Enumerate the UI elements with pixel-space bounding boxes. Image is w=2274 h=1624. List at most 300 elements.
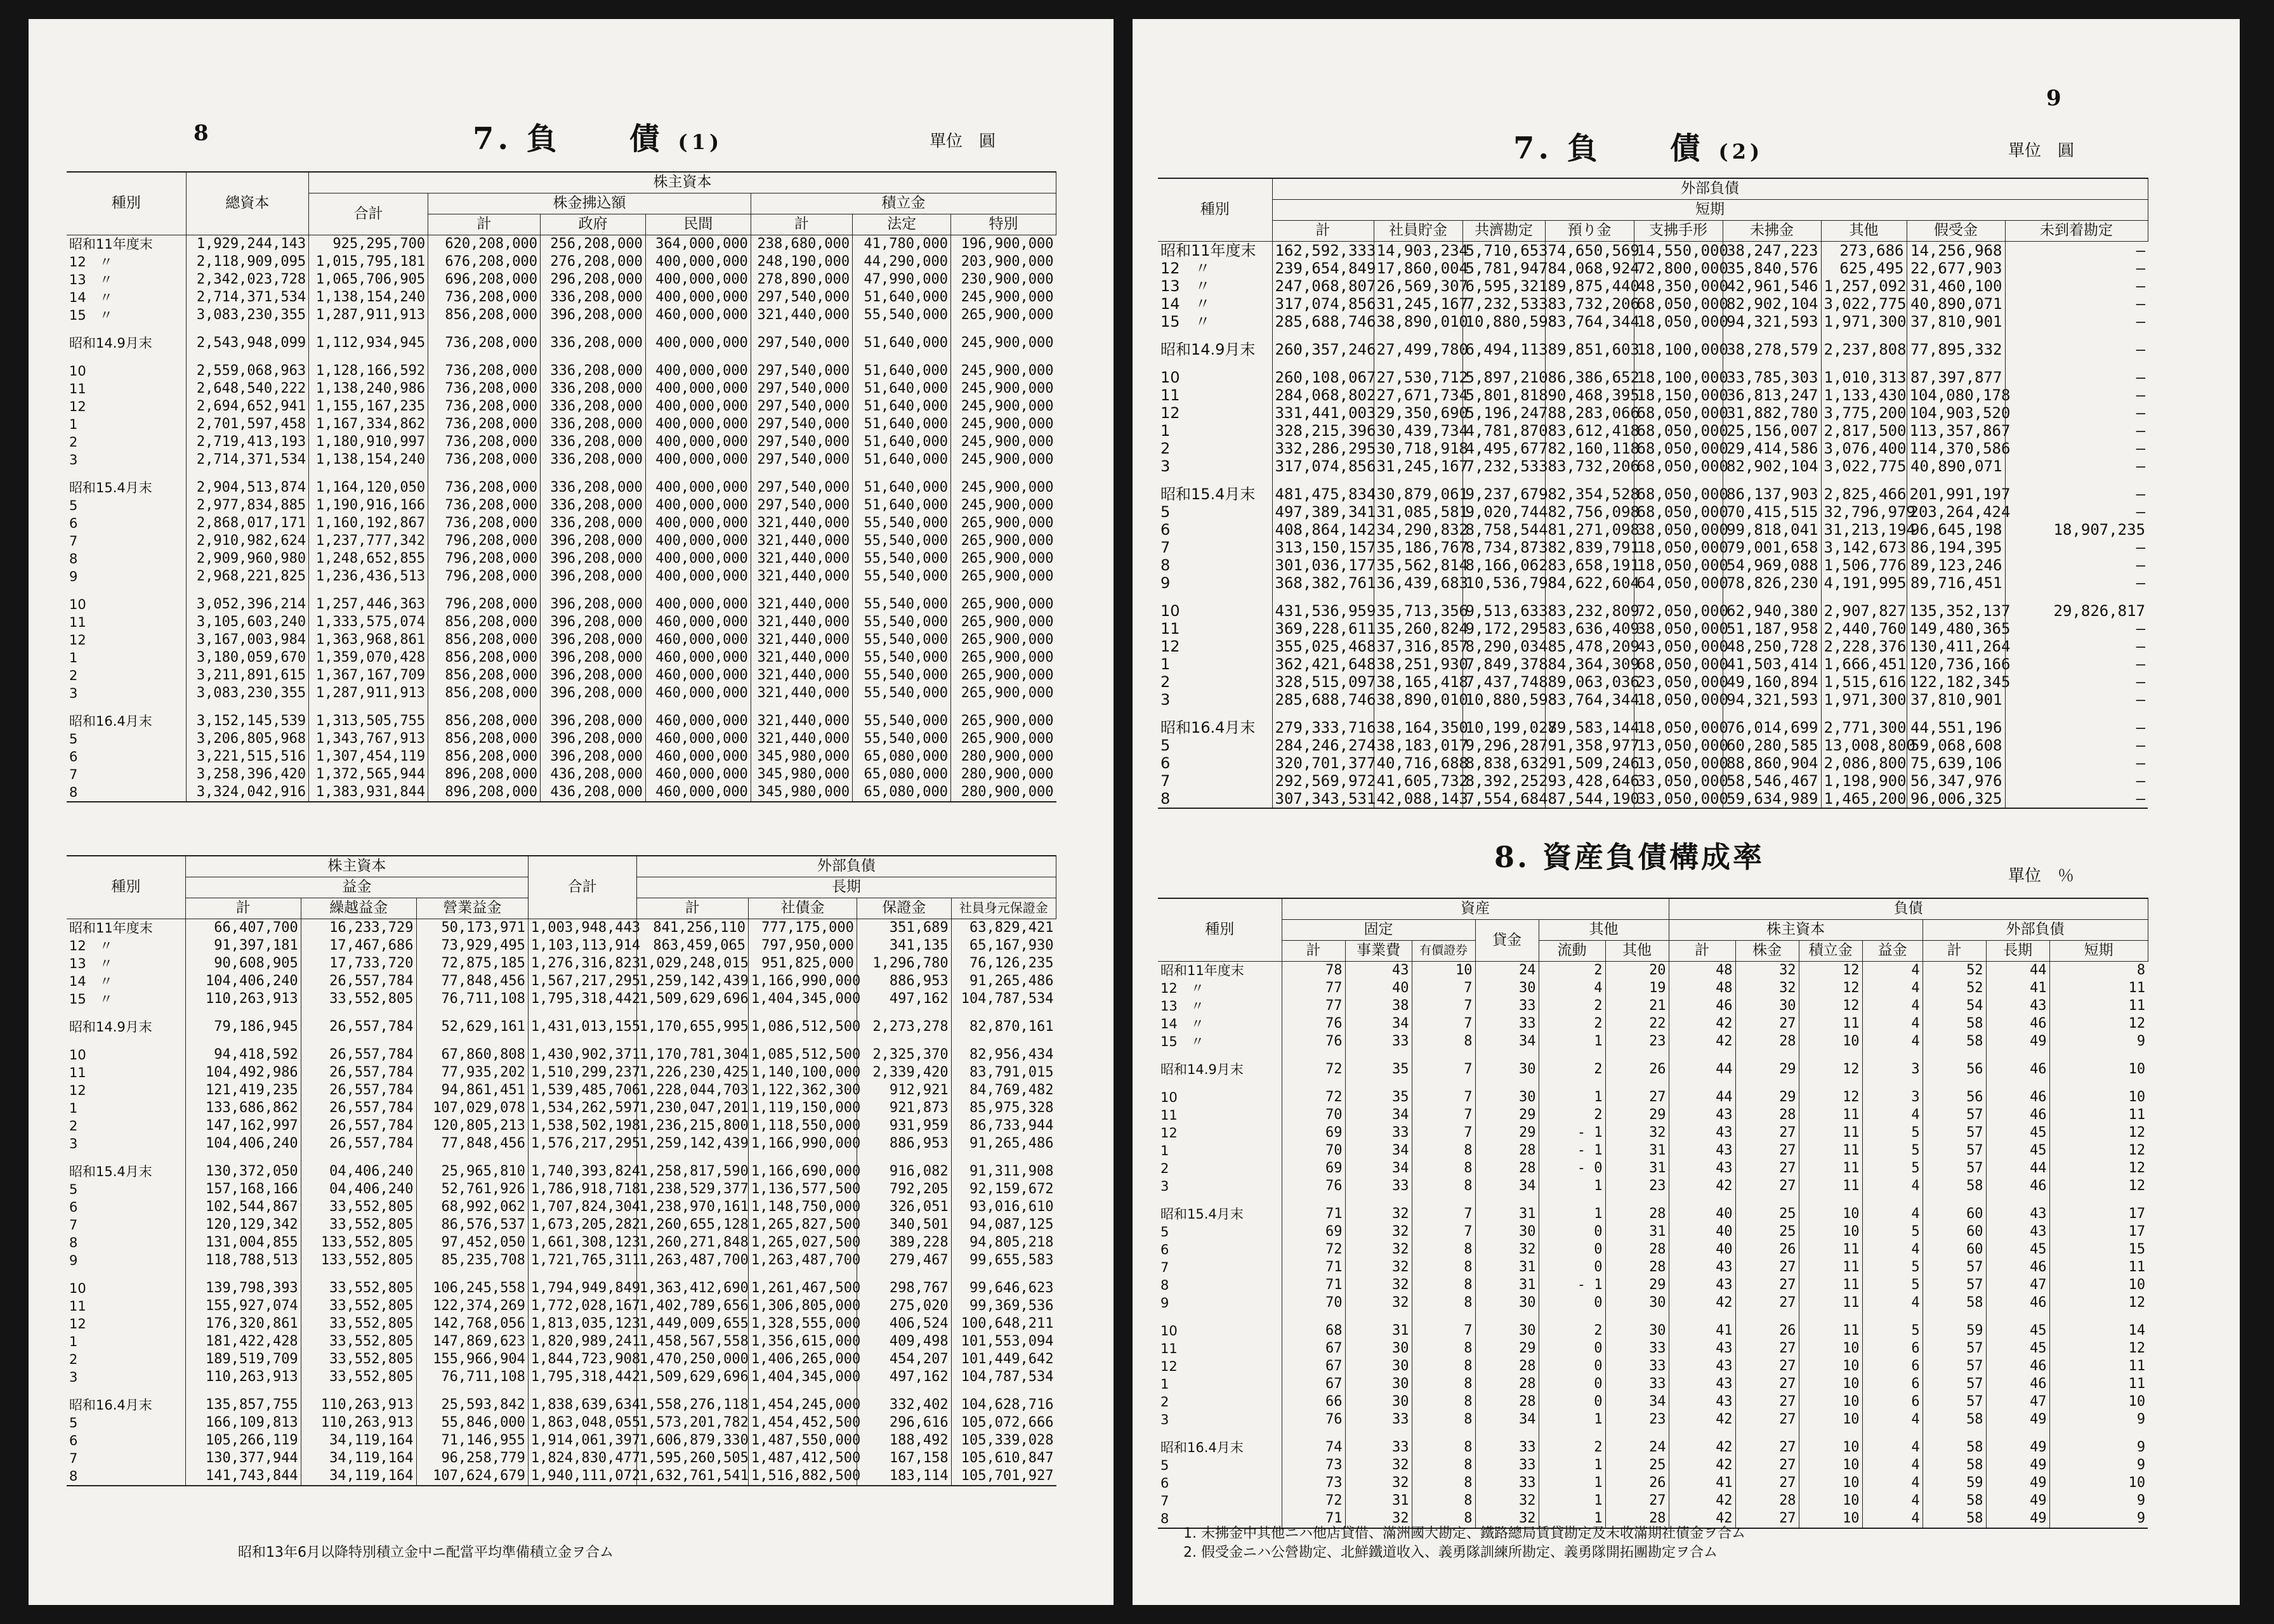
table-cell: 82,354,528 bbox=[1545, 485, 1634, 503]
table-cell: 736,208,000 bbox=[428, 433, 541, 451]
table-cell: 6 bbox=[1862, 1358, 1922, 1375]
table-cell: 3,083,230,355 bbox=[186, 306, 309, 324]
table-cell: 1 bbox=[1539, 1411, 1605, 1429]
table-row bbox=[1158, 620, 2148, 638]
table-cell: 105,072,666 bbox=[951, 1414, 1056, 1432]
row-spacer bbox=[1158, 1078, 2148, 1089]
table-cell: 59,068,608 bbox=[1907, 737, 2005, 754]
table-cell: 104,406,240 bbox=[185, 972, 301, 990]
spacer-cell bbox=[541, 702, 646, 712]
table-cell: — bbox=[2005, 772, 2148, 790]
page-number: 9 bbox=[2046, 86, 2061, 111]
spacer-cell bbox=[1272, 358, 1374, 369]
table-cell: 10 bbox=[2049, 1393, 2148, 1411]
table-cell: 25,156,007 bbox=[1723, 422, 1821, 440]
table-cell: 1,558,276,118 bbox=[636, 1396, 748, 1414]
table-row bbox=[1158, 1241, 2148, 1259]
table-row bbox=[67, 306, 1056, 324]
table-cell: 147,162,997 bbox=[185, 1117, 301, 1135]
spacer-cell bbox=[1345, 1051, 1412, 1061]
table-cell: 30,718,918 bbox=[1374, 440, 1462, 457]
table-cell: 8 bbox=[1412, 1474, 1475, 1492]
spacer-cell bbox=[636, 1036, 748, 1046]
table-cell: 181,422,428 bbox=[185, 1333, 301, 1351]
table-cell: 9,513,633 bbox=[1462, 602, 1545, 620]
table-cell: 34 bbox=[1475, 1411, 1539, 1429]
row-label: 2 bbox=[1160, 672, 1171, 691]
row-label: 10 bbox=[69, 363, 86, 379]
spacer-cell bbox=[951, 702, 1056, 712]
table-cell: 396,208,000 bbox=[541, 730, 646, 748]
table-cell: 10 bbox=[2049, 1474, 2148, 1492]
table-cell: 1,122,362,300 bbox=[749, 1082, 857, 1099]
header-surplus: 益金 bbox=[185, 877, 528, 898]
table-cell: 245,900,000 bbox=[951, 362, 1056, 380]
note-2: 2. 假受金ニハ公營勘定、北鮮鐵道收入、義勇隊訓練所勘定、義勇隊開拓團勘定ヲ合ム bbox=[1183, 1545, 1718, 1561]
table-cell: 2,719,413,193 bbox=[186, 433, 309, 451]
row-label: 5 bbox=[69, 1181, 78, 1197]
table-cell: 94,321,593 bbox=[1723, 691, 1821, 709]
table-cell: 52,629,161 bbox=[416, 1018, 528, 1036]
table-cell: 82,902,104 bbox=[1723, 295, 1821, 313]
table-cell: 32 bbox=[1475, 1241, 1539, 1259]
table-cell: 18,050,000 bbox=[1634, 313, 1723, 331]
table-cell: 276,208,000 bbox=[541, 253, 646, 271]
table-cell: 67 bbox=[1282, 1340, 1345, 1358]
table-cell: 921,873 bbox=[857, 1099, 951, 1117]
table-cell: 77,935,202 bbox=[416, 1064, 528, 1082]
table-cell: 2 bbox=[1539, 1322, 1605, 1340]
row-label: 2 bbox=[69, 667, 78, 683]
table-cell: 400,000,000 bbox=[645, 532, 751, 550]
table-cell: 1,263,487,700 bbox=[636, 1252, 748, 1269]
table-cell: 856,208,000 bbox=[428, 667, 541, 684]
table-cell: 27,530,712 bbox=[1374, 369, 1462, 386]
row-label: 5 bbox=[1160, 1457, 1169, 1473]
table-row bbox=[1158, 277, 2148, 295]
table-cell: 31 bbox=[1475, 1276, 1539, 1294]
header-surplus-subtotal: 計 bbox=[185, 898, 301, 919]
table-row bbox=[1158, 1474, 2148, 1492]
table-title bbox=[473, 114, 723, 158]
row-spacer bbox=[67, 324, 1056, 334]
table-cell: — bbox=[2005, 404, 2148, 422]
table-cell: 51,187,958 bbox=[1723, 620, 1821, 638]
spacer-cell bbox=[185, 1386, 301, 1396]
table-cell: 1,359,070,428 bbox=[309, 649, 428, 667]
table-cell: 13,050,000 bbox=[1634, 737, 1723, 754]
table-cell: 52 bbox=[1922, 979, 1986, 997]
table-cell: 60 bbox=[1922, 1205, 1986, 1223]
spacer-cell bbox=[2005, 475, 2148, 485]
table-row bbox=[1158, 602, 2148, 620]
table-cell: 260,108,067 bbox=[1272, 369, 1374, 386]
table-cell: 27 bbox=[1735, 1015, 1799, 1033]
row-label: 7 bbox=[1160, 1259, 1169, 1275]
table-row bbox=[1158, 1411, 2148, 1429]
row-label: 10 bbox=[1160, 1089, 1178, 1105]
table-cell: 135,857,755 bbox=[185, 1396, 301, 1414]
spacer-cell bbox=[1634, 331, 1723, 341]
table-cell: 105,701,927 bbox=[951, 1467, 1056, 1486]
spacer-cell bbox=[636, 1153, 748, 1163]
table-row bbox=[67, 955, 1056, 972]
table-cell: 82,902,104 bbox=[1723, 457, 1821, 475]
table-cell: 55,540,000 bbox=[853, 596, 951, 613]
table-cell: 32 bbox=[1345, 1276, 1412, 1294]
table-cell: 89,063,036 bbox=[1545, 673, 1634, 691]
table-cell: 4 bbox=[1862, 997, 1922, 1015]
table-cell: 48,250,728 bbox=[1723, 638, 1821, 655]
table-cell: 336,208,000 bbox=[541, 514, 646, 532]
table-cell: 4,191,995 bbox=[1821, 574, 1907, 592]
table-cell: — bbox=[2005, 341, 2148, 358]
table-cell: 239,654,849 bbox=[1272, 259, 1374, 277]
table-cell: 2,273,278 bbox=[857, 1018, 951, 1036]
table-row bbox=[67, 1414, 1056, 1432]
table-cell: 400,000,000 bbox=[645, 289, 751, 306]
table-cell: 58 bbox=[1922, 1492, 1986, 1510]
spacer-cell bbox=[1158, 475, 1272, 485]
header-business: 事業費 bbox=[1345, 940, 1412, 961]
table-cell: 1,190,916,166 bbox=[309, 497, 428, 514]
table-cell: 925,295,700 bbox=[309, 235, 428, 253]
table-cell: 4 bbox=[1862, 1439, 1922, 1457]
liabilities-table-1a bbox=[67, 171, 1056, 802]
table-row bbox=[1158, 539, 2148, 556]
row-label: 8 bbox=[1160, 1277, 1169, 1293]
spacer-cell bbox=[1907, 358, 2005, 369]
table-cell: 297,540,000 bbox=[751, 497, 852, 514]
table-cell: 89,875,440 bbox=[1545, 277, 1634, 295]
row-spacer bbox=[1158, 1429, 2148, 1439]
table-cell: 396,208,000 bbox=[541, 568, 646, 586]
section8-unit: 單位 ％ bbox=[2008, 867, 2075, 886]
table-cell: 1 bbox=[1539, 1089, 1605, 1106]
table-cell: 34,119,164 bbox=[301, 1467, 416, 1486]
table-cell: 436,208,000 bbox=[541, 783, 646, 802]
table-cell: 33 bbox=[1605, 1358, 1669, 1375]
table-cell: 83,764,344 bbox=[1545, 313, 1634, 331]
table-cell: 84,364,309 bbox=[1545, 655, 1634, 673]
spacer-cell bbox=[1462, 358, 1545, 369]
table-cell: 81,271,098 bbox=[1545, 521, 1634, 539]
table-cell: 12 bbox=[2049, 1124, 2148, 1142]
row-label: 14 〃 bbox=[1160, 294, 1211, 313]
table-cell: 68,050,000 bbox=[1634, 457, 1723, 475]
spacer-cell bbox=[1735, 1312, 1799, 1322]
table-cell: 105,339,028 bbox=[951, 1432, 1056, 1450]
table-cell: 76 bbox=[1282, 1015, 1345, 1033]
table-cell: 76,711,108 bbox=[416, 1368, 528, 1386]
table-cell: 28 bbox=[1735, 1033, 1799, 1051]
table-cell: 22 bbox=[1605, 1015, 1669, 1033]
table-cell: 36,439,683 bbox=[1374, 574, 1462, 592]
row-label: 6 bbox=[69, 515, 78, 531]
table-cell: 133,552,805 bbox=[301, 1252, 416, 1269]
table-cell: 2,342,023,728 bbox=[186, 271, 309, 289]
table-cell: 6 bbox=[1862, 1393, 1922, 1411]
table-row bbox=[67, 1432, 1056, 1450]
row-label: 9 bbox=[1160, 573, 1171, 592]
table-cell: 68,050,000 bbox=[1634, 503, 1723, 521]
table-cell: 107,624,679 bbox=[416, 1467, 528, 1486]
table-cell: 142,768,056 bbox=[416, 1315, 528, 1333]
table-cell: 42 bbox=[1669, 1510, 1735, 1528]
table-cell: 245,900,000 bbox=[951, 451, 1056, 469]
table-cell: 55,540,000 bbox=[853, 613, 951, 631]
spacer-cell bbox=[1669, 1195, 1735, 1205]
table-cell: 886,953 bbox=[857, 1135, 951, 1153]
table-row bbox=[67, 550, 1056, 568]
row-label: 9 bbox=[1160, 1295, 1169, 1311]
table-cell: 2,228,376 bbox=[1821, 638, 1907, 655]
spacer-cell bbox=[1272, 331, 1374, 341]
table-cell: 122,182,345 bbox=[1907, 673, 2005, 691]
table-cell: 326,051 bbox=[857, 1198, 951, 1216]
row-label: 15 〃 bbox=[69, 991, 113, 1007]
table-cell: 104,492,986 bbox=[185, 1064, 301, 1082]
table-cell: 42,088,143 bbox=[1374, 790, 1462, 808]
table-cell: 32 bbox=[1345, 1510, 1412, 1528]
table-cell: 78 bbox=[1282, 961, 1345, 979]
table-cell: 1,086,512,500 bbox=[749, 1018, 857, 1036]
table-cell: 7 bbox=[1412, 1015, 1475, 1033]
table-cell: 33,785,303 bbox=[1723, 369, 1821, 386]
table-cell: 10 bbox=[1799, 1375, 1862, 1393]
table-cell: 30 bbox=[1345, 1340, 1412, 1358]
table-cell: 4 bbox=[1862, 1411, 1922, 1429]
table-cell: 8 bbox=[1412, 1375, 1475, 1393]
spacer-cell bbox=[645, 469, 751, 479]
header-external-debt: 外部負債 bbox=[1922, 919, 2148, 940]
table-cell: 32 bbox=[1345, 1474, 1412, 1492]
table-cell: — bbox=[2005, 754, 2148, 772]
table-cell: 245,900,000 bbox=[951, 289, 1056, 306]
table-cell: 30 bbox=[1475, 1294, 1539, 1312]
table-cell: 100,648,211 bbox=[951, 1315, 1056, 1333]
table-cell: 56,347,976 bbox=[1907, 772, 2005, 790]
table-cell: 18,150,000 bbox=[1634, 386, 1723, 404]
table-cell: 796,208,000 bbox=[428, 568, 541, 586]
table-cell: - 1 bbox=[1539, 1276, 1605, 1294]
liabilities-table-1b bbox=[67, 855, 1056, 1486]
spacer-cell bbox=[1282, 1195, 1345, 1205]
table-cell: 30,879,061 bbox=[1374, 485, 1462, 503]
spacer-cell bbox=[541, 469, 646, 479]
table-row bbox=[1158, 1439, 2148, 1457]
table-cell: 48,350,000 bbox=[1634, 277, 1723, 295]
table-cell: 51,640,000 bbox=[853, 380, 951, 398]
table-cell: 1,307,454,119 bbox=[309, 748, 428, 766]
row-spacer bbox=[67, 1036, 1056, 1046]
table-cell: 856,208,000 bbox=[428, 748, 541, 766]
row-label: 14 〃 bbox=[69, 289, 113, 305]
table-cell: 1,133,430 bbox=[1821, 386, 1907, 404]
table-cell: 107,029,078 bbox=[416, 1099, 528, 1117]
table-cell: 58 bbox=[1922, 1294, 1986, 1312]
table-cell: 89,583,144 bbox=[1545, 719, 1634, 737]
table-cell: 25 bbox=[1605, 1457, 1669, 1474]
table-cell: 3 bbox=[1862, 1089, 1922, 1106]
table-cell: 196,900,000 bbox=[951, 235, 1056, 253]
table-cell: 55,540,000 bbox=[853, 550, 951, 568]
spacer-cell bbox=[1907, 709, 2005, 719]
table-cell: 34,119,164 bbox=[301, 1432, 416, 1450]
row-label: 10 bbox=[69, 1047, 86, 1063]
table-cell: 26 bbox=[1605, 1061, 1669, 1078]
row-label: 1 bbox=[69, 1100, 78, 1116]
table-cell: 122,374,269 bbox=[416, 1297, 528, 1315]
table-cell: 31 bbox=[1605, 1223, 1669, 1241]
row-spacer bbox=[1158, 358, 2148, 369]
table-cell: 436,208,000 bbox=[541, 766, 646, 783]
table-cell: 155,927,074 bbox=[185, 1297, 301, 1315]
row-label: 12 bbox=[69, 398, 86, 414]
table-row bbox=[1158, 1294, 2148, 1312]
table-row bbox=[67, 1181, 1056, 1198]
table-cell: 40 bbox=[1669, 1223, 1735, 1241]
table-cell: 0 bbox=[1539, 1340, 1605, 1358]
spacer-cell bbox=[1605, 1429, 1669, 1439]
table-cell: 400,000,000 bbox=[645, 271, 751, 289]
table-cell: 106,245,558 bbox=[416, 1280, 528, 1297]
table-cell: 1,258,817,590 bbox=[636, 1163, 748, 1181]
table-cell: 71 bbox=[1282, 1259, 1345, 1276]
row-label: 6 bbox=[69, 1199, 78, 1215]
row-label: 6 bbox=[69, 749, 78, 764]
row-label: 12 〃 bbox=[1160, 980, 1204, 996]
spacer-cell bbox=[1922, 1078, 1986, 1089]
table-cell: 29 bbox=[1605, 1276, 1669, 1294]
table-cell: 3,324,042,916 bbox=[186, 783, 309, 802]
table-cell: 400,000,000 bbox=[645, 334, 751, 352]
spacer-cell bbox=[1539, 1051, 1605, 1061]
row-label: 12 bbox=[69, 632, 86, 648]
table-row bbox=[67, 1333, 1056, 1351]
table-cell: 99,369,536 bbox=[951, 1297, 1056, 1315]
table-cell: 8,838,632 bbox=[1462, 754, 1545, 772]
table-cell: 14,903,234 bbox=[1374, 241, 1462, 259]
header-carried-forward: 繰越益金 bbox=[301, 898, 416, 919]
table-cell: 460,000,000 bbox=[645, 712, 751, 730]
row-spacer bbox=[67, 1269, 1056, 1280]
table-cell: 40 bbox=[1669, 1205, 1735, 1223]
table-cell: 25 bbox=[1735, 1223, 1799, 1241]
table-cell: 26,557,784 bbox=[301, 1135, 416, 1153]
table-cell: 69 bbox=[1282, 1124, 1345, 1142]
table-cell: 68 bbox=[1282, 1322, 1345, 1340]
header-government: 政府 bbox=[541, 214, 646, 235]
header-total: 計 bbox=[1272, 220, 1374, 241]
table-cell: 1,824,830,477 bbox=[528, 1450, 636, 1467]
row-label: 15 〃 bbox=[69, 307, 113, 323]
table-cell: 33,552,805 bbox=[301, 1333, 416, 1351]
table-cell: 1,673,205,282 bbox=[528, 1216, 636, 1234]
table-cell: — bbox=[2005, 556, 2148, 574]
header-ed-total: 計 bbox=[1922, 940, 1986, 961]
table-cell: 26,557,784 bbox=[301, 1018, 416, 1036]
spacer-cell bbox=[1412, 1429, 1475, 1439]
table-cell: 5,710,653 bbox=[1462, 241, 1545, 259]
table-row bbox=[1158, 1276, 2148, 1294]
spacer-cell bbox=[951, 469, 1056, 479]
table-cell: 951,825,000 bbox=[749, 955, 857, 972]
table-cell: 26,569,307 bbox=[1374, 277, 1462, 295]
row-label: 8 bbox=[69, 1234, 78, 1250]
table-cell: 736,208,000 bbox=[428, 362, 541, 380]
table-row bbox=[1158, 1205, 2148, 1223]
table-row bbox=[1158, 521, 2148, 539]
table-cell: 317,074,856 bbox=[1272, 295, 1374, 313]
table-cell: — bbox=[2005, 638, 2148, 655]
table-cell: 7 bbox=[1412, 997, 1475, 1015]
table-cell: 1,470,250,000 bbox=[636, 1351, 748, 1368]
table-cell: 1,257,092 bbox=[1821, 277, 1907, 295]
row-spacer bbox=[1158, 592, 2148, 602]
table-row bbox=[1158, 1106, 2148, 1124]
table-cell: 46 bbox=[1986, 1375, 2049, 1393]
table-cell: 11 bbox=[2049, 997, 2148, 1015]
table-cell: 307,343,531 bbox=[1272, 790, 1374, 808]
table-cell: 9,237,679 bbox=[1462, 485, 1545, 503]
table-cell: 35,840,576 bbox=[1723, 259, 1821, 277]
table-cell: 7 bbox=[1412, 1061, 1475, 1078]
table-cell: 27 bbox=[1735, 1393, 1799, 1411]
table-cell: 40,890,071 bbox=[1907, 295, 2005, 313]
table-cell: 28 bbox=[1475, 1142, 1539, 1160]
table-row bbox=[67, 362, 1056, 380]
table-cell: 4 bbox=[1862, 1015, 1922, 1033]
table-cell: 77,848,456 bbox=[416, 972, 528, 990]
row-label: 2 bbox=[1160, 1160, 1169, 1176]
table-cell: 1 bbox=[1539, 1205, 1605, 1223]
spacer-cell bbox=[1462, 475, 1545, 485]
table-row bbox=[1158, 1358, 2148, 1375]
table-cell: 5 bbox=[1862, 1276, 1922, 1294]
table-cell: 27 bbox=[1735, 1142, 1799, 1160]
table-cell: 0 bbox=[1539, 1223, 1605, 1241]
table-cell: 68,050,000 bbox=[1634, 485, 1723, 503]
row-label: 10 bbox=[1160, 368, 1180, 386]
table-cell: 83,732,206 bbox=[1545, 295, 1634, 313]
spacer-cell bbox=[2005, 709, 2148, 719]
spacer-cell bbox=[1539, 1429, 1605, 1439]
table-cell: 1,740,393,824 bbox=[528, 1163, 636, 1181]
table-cell: 6,595,321 bbox=[1462, 277, 1545, 295]
table-cell: 400,000,000 bbox=[645, 451, 751, 469]
spacer-cell bbox=[751, 324, 852, 334]
table-row bbox=[67, 1351, 1056, 1368]
spacer-cell bbox=[1374, 331, 1462, 341]
table-cell: 67 bbox=[1282, 1358, 1345, 1375]
footnote: 昭和13年6月以降特別積立金中ニ配當平均準備積立金ヲ合ム bbox=[238, 1545, 614, 1561]
row-spacer bbox=[1158, 1051, 2148, 1061]
table-row bbox=[67, 1064, 1056, 1082]
header-long-term: 長期 bbox=[1986, 940, 2049, 961]
table-cell: 70 bbox=[1282, 1142, 1345, 1160]
header-unpaid-other: 其他 bbox=[1821, 220, 1907, 241]
spacer-cell bbox=[2005, 358, 2148, 369]
spacer-cell bbox=[1735, 1195, 1799, 1205]
header-private: 民間 bbox=[645, 214, 751, 235]
table-cell: 78,826,230 bbox=[1723, 574, 1821, 592]
row-label: 3 bbox=[1160, 1411, 1169, 1427]
table-cell: 1,573,201,782 bbox=[636, 1414, 748, 1432]
header-other: 其他 bbox=[1605, 940, 1669, 961]
table-cell: 34 bbox=[1345, 1142, 1412, 1160]
spacer-cell bbox=[1723, 475, 1821, 485]
